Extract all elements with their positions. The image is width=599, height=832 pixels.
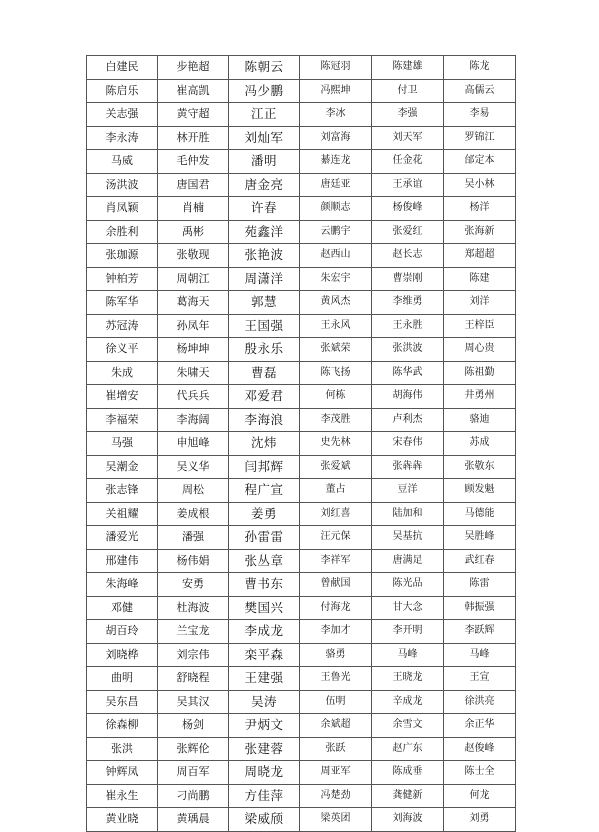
- name-cell: 陈龙: [444, 56, 516, 80]
- name-cell: 李易: [444, 103, 516, 127]
- name-cell: 程广宣: [229, 479, 300, 503]
- name-cell: 李福荣: [87, 408, 158, 432]
- name-cell: 李成龙: [229, 620, 300, 644]
- name-cell: 林开胜: [158, 126, 229, 150]
- name-cell: 陈建雄: [372, 56, 444, 80]
- name-cell: 曹崇刚: [372, 267, 444, 291]
- name-cell: 马峰: [444, 643, 516, 667]
- name-cell: 陈成垂: [372, 761, 444, 785]
- name-cell: 唐廷亚: [300, 173, 372, 197]
- name-cell: 杨伟娟: [158, 549, 229, 573]
- name-cell: 陈启乐: [87, 79, 158, 103]
- table-row: [87, 291, 516, 315]
- name-cell: 何栋: [300, 385, 372, 409]
- name-cell: 任金花: [372, 150, 444, 174]
- name-cell: 潘明: [229, 150, 300, 174]
- name-cell: 余斌超: [300, 714, 372, 738]
- name-cell: 朱啸天: [158, 361, 229, 385]
- name-cell: 曹书东: [229, 573, 300, 597]
- table-row: [87, 267, 516, 291]
- name-cell: 陈飞扬: [300, 361, 372, 385]
- name-cell: 张丛章: [229, 549, 300, 573]
- name-cell: 苏成: [444, 432, 516, 456]
- table-row: [87, 596, 516, 620]
- name-cell: 步艳超: [158, 56, 229, 80]
- name-cell: 钟辉凤: [87, 761, 158, 785]
- name-cell: 孙凤年: [158, 314, 229, 338]
- table-row: [87, 455, 516, 479]
- name-cell: 周朝江: [158, 267, 229, 291]
- name-cell: 宋春伟: [372, 432, 444, 456]
- name-cell: 陈华武: [372, 361, 444, 385]
- name-cell: 钟柏芳: [87, 267, 158, 291]
- name-cell: 张洪波: [372, 338, 444, 362]
- name-cell: 郑超超: [444, 244, 516, 268]
- name-cell: 张艳波: [229, 244, 300, 268]
- name-cell: 陈雷: [444, 573, 516, 597]
- name-cell: 曲明: [87, 667, 158, 691]
- table-row: [87, 385, 516, 409]
- name-cell: 张辉伦: [158, 737, 229, 761]
- name-cell: 卢利杰: [372, 408, 444, 432]
- name-cell: 刘海波: [372, 808, 444, 832]
- name-table-body: [87, 56, 516, 832]
- name-cell: 云鹏宇: [300, 220, 372, 244]
- table-row: [87, 126, 516, 150]
- name-cell: 冯楚劲: [300, 784, 372, 808]
- name-cell: 刘天军: [372, 126, 444, 150]
- name-cell: 周百军: [158, 761, 229, 785]
- name-cell: 殷永乐: [229, 338, 300, 362]
- table-row: [87, 667, 516, 691]
- name-cell: 吴其汉: [158, 690, 229, 714]
- name-cell: 史先林: [300, 432, 372, 456]
- name-cell: 黄风杰: [300, 291, 372, 315]
- name-cell: 白建民: [87, 56, 158, 80]
- name-cell: 余雪文: [372, 714, 444, 738]
- name-cell: 辛成龙: [372, 690, 444, 714]
- name-cell: 徐洪亮: [444, 690, 516, 714]
- name-cell: 李永涛: [87, 126, 158, 150]
- name-cell: 毛仲发: [158, 150, 229, 174]
- name-cell: 陆加和: [372, 502, 444, 526]
- name-cell: 唐金亮: [229, 173, 300, 197]
- name-cell: 邰定本: [444, 150, 516, 174]
- name-cell: 杨坤坤: [158, 338, 229, 362]
- table-row: [87, 244, 516, 268]
- name-cell: 王承谊: [372, 173, 444, 197]
- name-cell: 关志强: [87, 103, 158, 127]
- name-cell: 胡百玲: [87, 620, 158, 644]
- name-cell: 梁英团: [300, 808, 372, 832]
- name-cell: 闫邦辉: [229, 455, 300, 479]
- table-row: [87, 150, 516, 174]
- name-cell: 骆迪: [444, 408, 516, 432]
- name-cell: 李海阔: [158, 408, 229, 432]
- name-cell: 张珈源: [87, 244, 158, 268]
- name-cell: 李茂胜: [300, 408, 372, 432]
- name-cell: 陈士全: [444, 761, 516, 785]
- name-cell: 甘大念: [372, 596, 444, 620]
- table-row: [87, 479, 516, 503]
- name-cell: 李海浪: [229, 408, 300, 432]
- name-cell: 周晓龙: [229, 761, 300, 785]
- name-cell: 潘强: [158, 526, 229, 550]
- name-cell: 李开明: [372, 620, 444, 644]
- name-cell: 杨洋: [444, 197, 516, 221]
- name-table: [86, 55, 516, 832]
- name-cell: 黄业晓: [87, 808, 158, 832]
- table-row: [87, 784, 516, 808]
- name-cell: 邓健: [87, 596, 158, 620]
- table-row: [87, 220, 516, 244]
- name-cell: 苑鑫洋: [229, 220, 300, 244]
- name-cell: 沈炜: [229, 432, 300, 456]
- name-cell: 许春: [229, 197, 300, 221]
- name-cell: 董占: [300, 479, 372, 503]
- name-cell: 陈朝云: [229, 56, 300, 80]
- table-row: [87, 197, 516, 221]
- name-cell: 崔永生: [87, 784, 158, 808]
- table-row: [87, 173, 516, 197]
- name-cell: 肖楠: [158, 197, 229, 221]
- name-cell: 赵广东: [372, 737, 444, 761]
- name-cell: 尹炳文: [229, 714, 300, 738]
- name-cell: 关祖耀: [87, 502, 158, 526]
- name-cell: 肖凤颖: [87, 197, 158, 221]
- name-cell: 王晓龙: [372, 667, 444, 691]
- name-cell: 陈军华: [87, 291, 158, 315]
- name-cell: 綦连龙: [300, 150, 372, 174]
- name-cell: 杨剑: [158, 714, 229, 738]
- name-cell: 杜海波: [158, 596, 229, 620]
- name-cell: 张志锋: [87, 479, 158, 503]
- name-cell: 龚健新: [372, 784, 444, 808]
- name-cell: 张犇犇: [372, 455, 444, 479]
- name-cell: 李加才: [300, 620, 372, 644]
- name-cell: 申旭峰: [158, 432, 229, 456]
- table-row: [87, 314, 516, 338]
- name-cell: 周亚军: [300, 761, 372, 785]
- name-cell: 李祥军: [300, 549, 372, 573]
- name-cell: 刁尚鹏: [158, 784, 229, 808]
- name-cell: 朱海峰: [87, 573, 158, 597]
- name-cell: 禹彬: [158, 220, 229, 244]
- name-cell: 张海新: [444, 220, 516, 244]
- name-cell: 赵长志: [372, 244, 444, 268]
- name-cell: 孙雷雷: [229, 526, 300, 550]
- name-cell: 陈祖勤: [444, 361, 516, 385]
- name-cell: 刘晓桦: [87, 643, 158, 667]
- name-cell: 周心贵: [444, 338, 516, 362]
- name-cell: 崔增安: [87, 385, 158, 409]
- name-cell: 李跃辉: [444, 620, 516, 644]
- table-row: [87, 714, 516, 738]
- name-cell: 周松: [158, 479, 229, 503]
- name-cell: 吴东昌: [87, 690, 158, 714]
- name-cell: 顾发魁: [444, 479, 516, 503]
- name-cell: 曹磊: [229, 361, 300, 385]
- name-cell: 邓爱君: [229, 385, 300, 409]
- name-cell: 姜勇: [229, 502, 300, 526]
- name-cell: 张跃: [300, 737, 372, 761]
- table-row: [87, 620, 516, 644]
- name-cell: 武红春: [444, 549, 516, 573]
- table-row: [87, 361, 516, 385]
- name-cell: 张爱斌: [300, 455, 372, 479]
- name-cell: 颜顺志: [300, 197, 372, 221]
- name-cell: 邢建伟: [87, 549, 158, 573]
- name-cell: 张敬现: [158, 244, 229, 268]
- name-cell: 吴涛: [229, 690, 300, 714]
- name-cell: 郭慧: [229, 291, 300, 315]
- name-cell: 方佳萍: [229, 784, 300, 808]
- name-cell: 梁威颀: [229, 808, 300, 832]
- name-cell: 王鲁光: [300, 667, 372, 691]
- name-cell: 王宣: [444, 667, 516, 691]
- name-cell: 刘勇: [444, 808, 516, 832]
- name-cell: 刘灿军: [229, 126, 300, 150]
- name-cell: 冯少鹏: [229, 79, 300, 103]
- name-cell: 杨俊峰: [372, 197, 444, 221]
- name-cell: 高儒云: [444, 79, 516, 103]
- name-cell: 黄守超: [158, 103, 229, 127]
- table-row: [87, 761, 516, 785]
- name-cell: 王梓臣: [444, 314, 516, 338]
- name-cell: 何龙: [444, 784, 516, 808]
- name-cell: 吴潮金: [87, 455, 158, 479]
- table-row: [87, 690, 516, 714]
- name-cell: 崔高凯: [158, 79, 229, 103]
- name-cell: 赵西山: [300, 244, 372, 268]
- name-cell: 井勇州: [444, 385, 516, 409]
- name-cell: 骆勇: [300, 643, 372, 667]
- name-cell: 刘宗伟: [158, 643, 229, 667]
- name-cell: 王建强: [229, 667, 300, 691]
- name-cell: 豆洋: [372, 479, 444, 503]
- name-cell: 刘富海: [300, 126, 372, 150]
- table-row: [87, 408, 516, 432]
- name-cell: 张建蓉: [229, 737, 300, 761]
- name-cell: 吴胜峰: [444, 526, 516, 550]
- table-row: [87, 643, 516, 667]
- name-cell: 马峰: [372, 643, 444, 667]
- name-cell: 张洪: [87, 737, 158, 761]
- name-cell: 兰宝龙: [158, 620, 229, 644]
- name-cell: 马德能: [444, 502, 516, 526]
- name-cell: 胡海伟: [372, 385, 444, 409]
- name-cell: 陈建: [444, 267, 516, 291]
- name-cell: 黄瑀晨: [158, 808, 229, 832]
- name-cell: 付卫: [372, 79, 444, 103]
- table-row: [87, 79, 516, 103]
- name-cell: 周潇洋: [229, 267, 300, 291]
- name-cell: 栾平森: [229, 643, 300, 667]
- name-cell: 葛海天: [158, 291, 229, 315]
- name-cell: 罗锦江: [444, 126, 516, 150]
- table-row: [87, 432, 516, 456]
- table-row: [87, 808, 516, 832]
- name-cell: 江正: [229, 103, 300, 127]
- name-cell: 伍明: [300, 690, 372, 714]
- name-cell: 刘红喜: [300, 502, 372, 526]
- name-cell: 汤洪波: [87, 173, 158, 197]
- name-cell: 韩振强: [444, 596, 516, 620]
- table-row: [87, 103, 516, 127]
- name-cell: 安勇: [158, 573, 229, 597]
- name-cell: 李冰: [300, 103, 372, 127]
- name-cell: 苏冠涛: [87, 314, 158, 338]
- table-row: [87, 737, 516, 761]
- name-cell: 吴小林: [444, 173, 516, 197]
- name-cell: 陈光品: [372, 573, 444, 597]
- name-cell: 王国强: [229, 314, 300, 338]
- name-cell: 朱成: [87, 361, 158, 385]
- name-cell: 赵俊峰: [444, 737, 516, 761]
- name-cell: 余正华: [444, 714, 516, 738]
- name-cell: 张爱红: [372, 220, 444, 244]
- name-cell: 舒晓程: [158, 667, 229, 691]
- name-cell: 徐森柳: [87, 714, 158, 738]
- name-cell: 汪元保: [300, 526, 372, 550]
- name-cell: 张敬东: [444, 455, 516, 479]
- name-cell: 吴义华: [158, 455, 229, 479]
- name-cell: 马威: [87, 150, 158, 174]
- name-cell: 曾献国: [300, 573, 372, 597]
- table-row: [87, 573, 516, 597]
- name-cell: 唐满足: [372, 549, 444, 573]
- name-cell: 朱宏宇: [300, 267, 372, 291]
- name-cell: 吴基抗: [372, 526, 444, 550]
- name-cell: 余胜利: [87, 220, 158, 244]
- name-cell: 冯熙坤: [300, 79, 372, 103]
- name-cell: 潘爱光: [87, 526, 158, 550]
- name-cell: 徐义平: [87, 338, 158, 362]
- name-cell: 陈冠羽: [300, 56, 372, 80]
- name-cell: 王永风: [300, 314, 372, 338]
- name-cell: 代兵兵: [158, 385, 229, 409]
- name-cell: 李强: [372, 103, 444, 127]
- table-row: [87, 56, 516, 80]
- name-cell: 姜成根: [158, 502, 229, 526]
- table-row: [87, 502, 516, 526]
- name-cell: 付海龙: [300, 596, 372, 620]
- name-cell: 马强: [87, 432, 158, 456]
- table-row: [87, 549, 516, 573]
- name-cell: 张斌荣: [300, 338, 372, 362]
- name-cell: 王永胜: [372, 314, 444, 338]
- name-cell: 刘洋: [444, 291, 516, 315]
- name-cell: 唐国君: [158, 173, 229, 197]
- name-cell: 樊国兴: [229, 596, 300, 620]
- table-row: [87, 526, 516, 550]
- name-cell: 李维勇: [372, 291, 444, 315]
- table-row: [87, 338, 516, 362]
